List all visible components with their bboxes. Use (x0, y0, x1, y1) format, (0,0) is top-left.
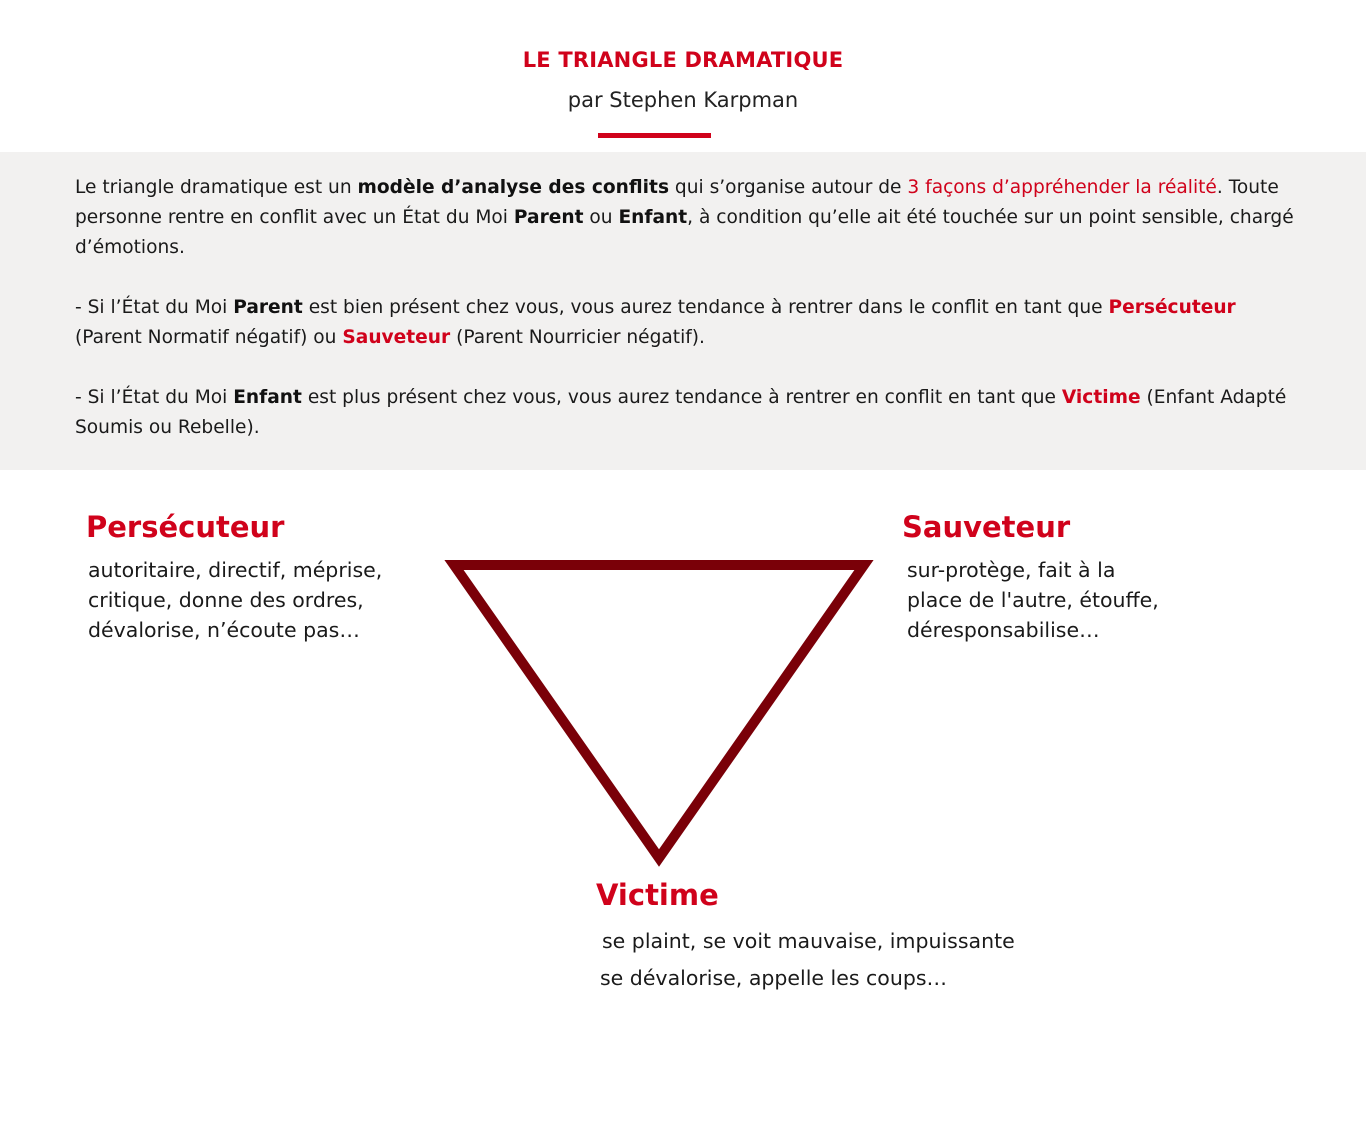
sauveteur-line: déresponsabilise… (907, 618, 1100, 642)
intro-text-run: - Si l’État du Moi (75, 297, 234, 318)
intro-bold-run: Parent (233, 297, 303, 318)
intro-text-run: - Si l’État du Moi (75, 387, 234, 408)
intro-text-run: Le triangle dramatique est un (75, 177, 358, 198)
victime-title: Victime (596, 878, 719, 912)
sauveteur-description (907, 555, 1159, 645)
intro-text-run: . Toute personne rentre en conflit avec un État du Moi (75, 177, 1279, 228)
triangle-outline (454, 565, 864, 858)
persecuteur-line: dévalorise, n’écoute pas… (88, 618, 360, 642)
persecuteur-title: Persécuteur (86, 510, 285, 544)
intro-highlight-run: 3 façons d’appréhender la réalité (907, 177, 1217, 198)
sauveteur-line: place de l'autre, étouffe, (907, 588, 1159, 612)
intro-bold-run: Enfant (618, 207, 688, 228)
intro-text-run: ou (583, 207, 619, 228)
sauveteur-line: sur-protège, fait à la (907, 558, 1116, 582)
intro-text-run: (Enfant Adapté Soumis ou Rebelle). (75, 387, 1287, 438)
persecuteur-line: critique, donne des ordres, (88, 588, 364, 612)
intro-highlight-run: Sauveteur (342, 327, 451, 348)
intro-bold-run: modèle d’analyse des conflits (357, 177, 670, 198)
intro-text-run: , à condition qu’elle ait été touchée sur un point sensible, chargé d’émotions. (75, 207, 1294, 258)
intro-text (75, 173, 1307, 443)
victime-description (600, 923, 1015, 997)
intro-text-run: (Parent Nourricier négatif). (450, 327, 705, 348)
persecuteur-description (88, 555, 382, 645)
intro-text-run: qui s’organise autour de (669, 177, 908, 198)
page-title: LE TRIANGLE DRAMATIQUE (522, 48, 844, 72)
persecuteur-line: autoritaire, directif, méprise, (88, 558, 383, 582)
intro-text-run: est plus présent chez vous, vous aurez tendance à rentrer en conflit en tant que (301, 387, 1062, 408)
intro-paragraph-3 (75, 383, 1307, 443)
intro-text-run: est bien présent chez vous, vous aurez tendance à rentrer dans le conflit en tant que (302, 297, 1109, 318)
victime-line: se plaint, se voit mauvaise, impuissante (602, 929, 1015, 953)
title-underline (598, 133, 711, 138)
intro-paragraph-1 (75, 173, 1307, 263)
page-subtitle: par Stephen Karpman (567, 88, 799, 112)
intro-text-run: (Parent Normatif négatif) ou (75, 327, 343, 348)
drama-triangle (440, 552, 880, 872)
intro-highlight-run: Persécuteur (1108, 297, 1236, 318)
intro-bold-run: Enfant (233, 387, 302, 408)
victime-line: se dévalorise, appelle les coups… (600, 966, 948, 990)
intro-paragraph-2 (75, 293, 1307, 353)
sauveteur-title: Sauveteur (902, 510, 1071, 544)
intro-bold-run: Parent (513, 207, 584, 228)
intro-highlight-run: Victime (1061, 387, 1141, 408)
